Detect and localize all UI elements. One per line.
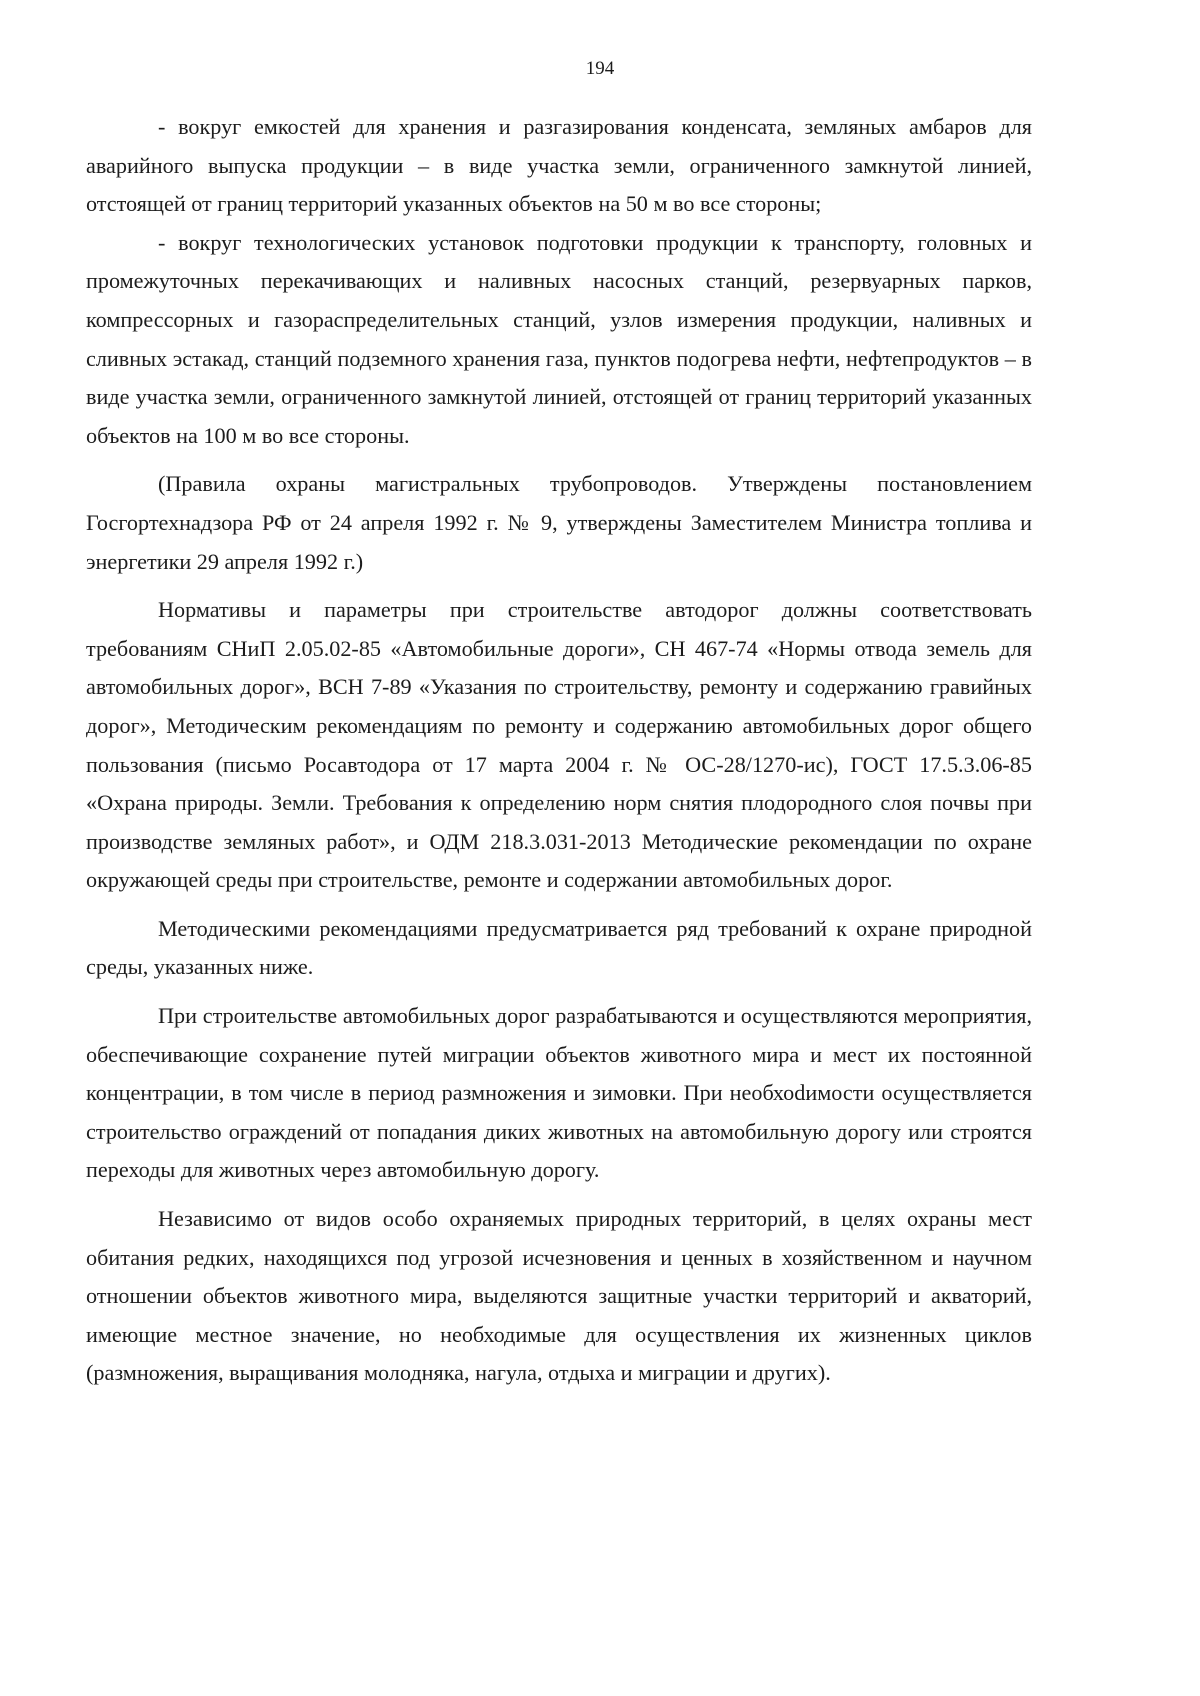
document-body (86, 108, 1032, 1393)
paragraph-technological-installations: - вокруг технологических установок подготовки продукции к транспорту, головных и промежуточных перекачивающих и наливных насосных станций, резервуарных парков, компрессорных и газораспределительных станций, узлов измерения продукции, наливных и сливных эстакад, станций подземного хранения газа, пунктов подогрева нефти, нефтепродуктов – в виде участка земли, ограниченного замкнутой линией, отстоящей от границ территорий указанных объектов на 100 м во все стороны. (86, 229, 1032, 448)
page-number: 194 (585, 58, 615, 79)
paragraph-road-standards: Нормативы и параметры при строительстве автодорог должны соответствовать требованиям СНиП 2.05.02-85 «Автомобильные дороги», СН 467-74 «Нормы отвода земель для автомобильных дорог», ВСН 7-89 «Указания по строительству, ремонту и содержанию гравийных дорог», Методическим рекомендациям по ремонту и содержанию автомобильных дорог общего пользования (письмо Росавтодора от 17 марта 2004 г. № ОС-28/1270-ис), ГОСТ 17.5.3.06-85 «Охрана природы. Земли. Требования к определению норм снятия плодородного слоя почвы при производстве земляных работ», и ОДМ 218.3.031-2013 Методические рекомендации по охране окружающей среды при строительстве, ремонте и содержании автомобильных дорог. (86, 597, 1032, 893)
paragraph-protected-areas: Независимо от видов особо охраняемых природных территорий, в целях охраны мест обитания редких, находящихся под угрозой исчезновения и ценных в хозяйственном и научном отношении объектов животного мира, выделяются защитные участки территорий и акваторий, имеющие местное значение, но необходимые для осуществления их жизненных циклов (размножения, выращивания молодняка, нагула, отдыха и миграции и других). (86, 1206, 1032, 1386)
paragraph-pipeline-rules-reference: (Правила охраны магистральных трубопроводов. Утверждены постановлением Госгортехнадзора РФ от 24 апреля 1992 г. № 9, утверждены Заместителем Министра топлива и энергетики 29 апреля 1992 г.) (86, 471, 1032, 574)
paragraph-condensate-tanks: - вокруг емкостей для хранения и разгазирования конденсата, земляных амбаров для аварийного выпуска продукции – в виде участка земли, ограниченного замкнутой линией, отстоящей от границ территорий указанных объектов на 50 м во все стороны; (86, 114, 1032, 217)
paragraph-animal-migration: При строительстве автомобильных дорог разрабатываются и осуществляются мероприятия, обеспечивающие сохранение путей миграции объектов животного мира и мест их постоянной концентрации, в том числе в период размножения и зимовки. При необхоdимости осуществляется строительство ограждений от попадания диких животных на автомобильную дорогу или строятся переходы для животных через автомобильную дорогу. (86, 1003, 1032, 1183)
paragraph-methodical-recommendations: Методическими рекомендациями предусматривается ряд требований к охране природной среды, указанных ниже. (86, 915, 1032, 980)
